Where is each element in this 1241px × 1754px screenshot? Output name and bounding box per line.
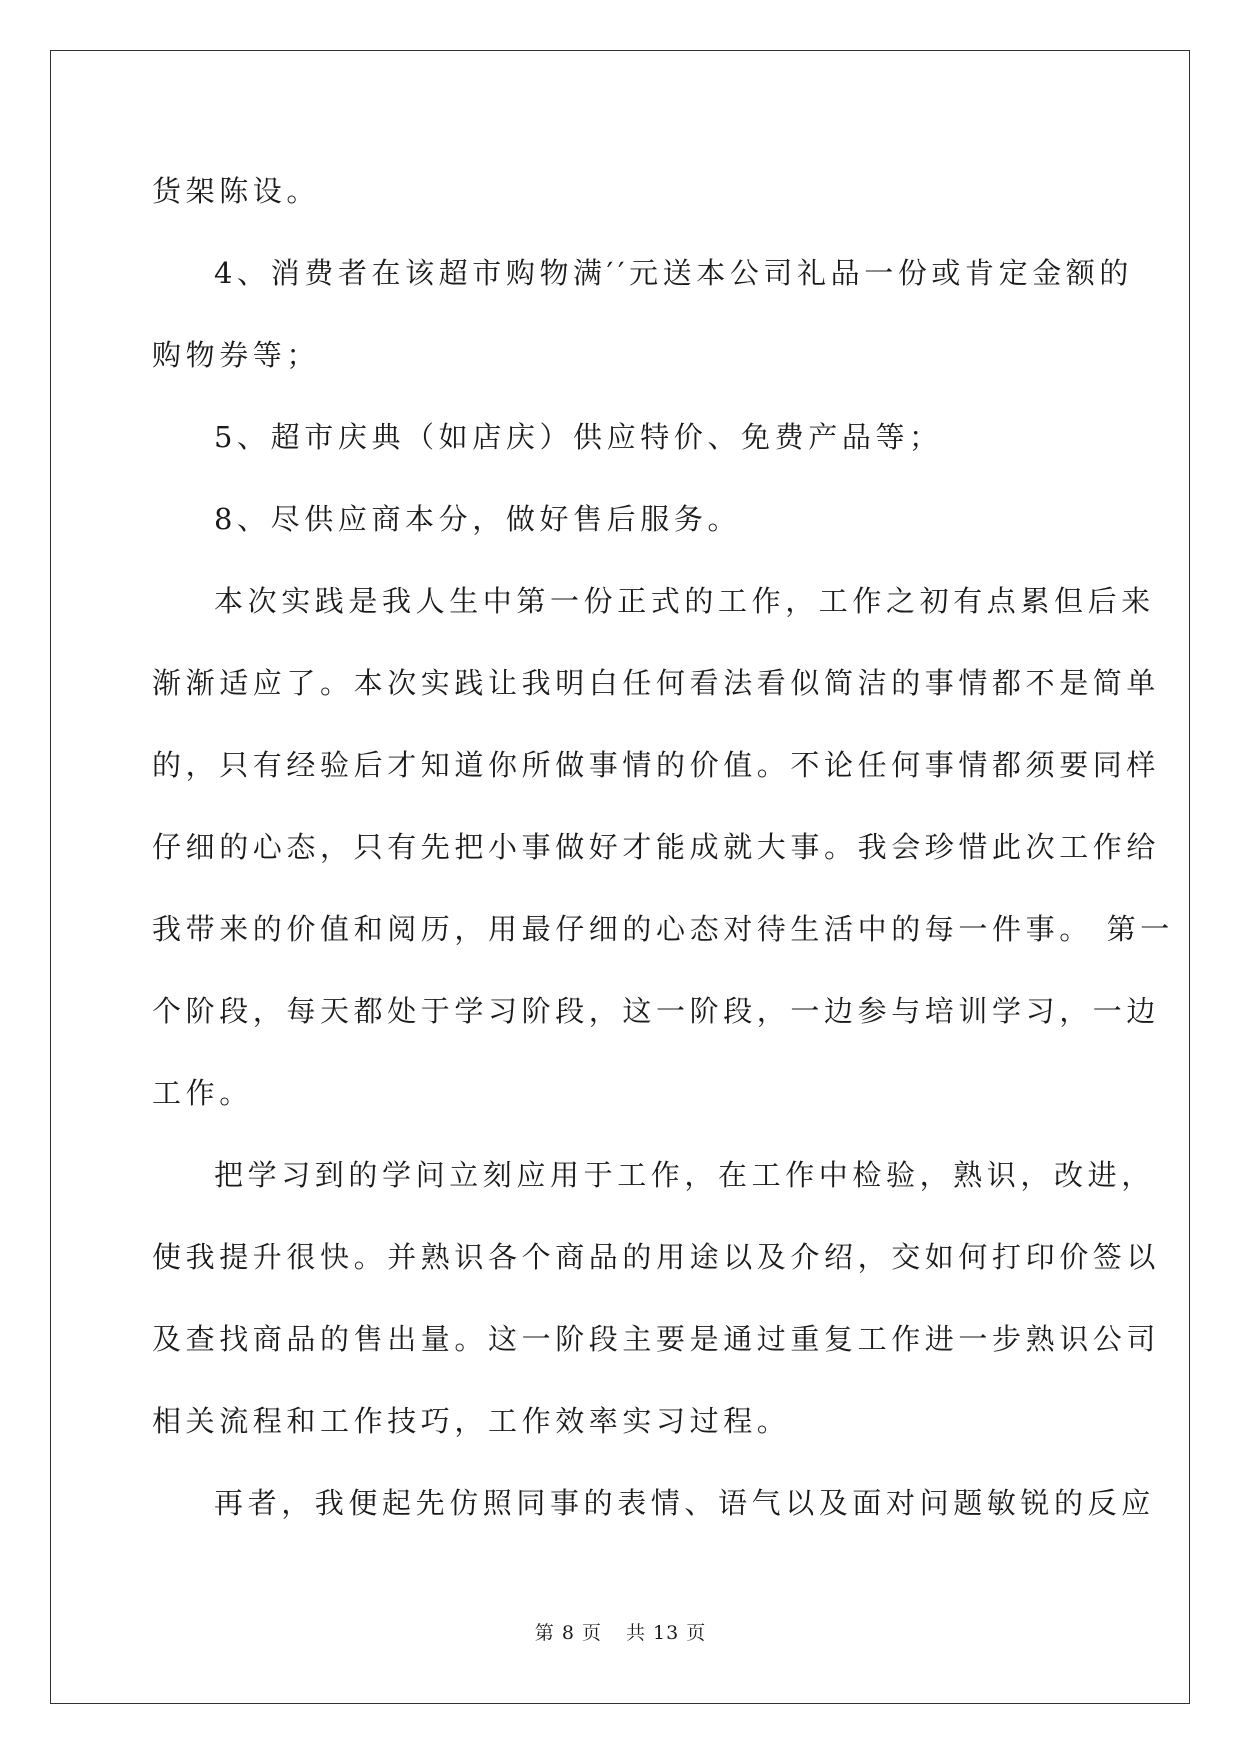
text-line: 再者，我便起先仿照同事的表情、语气以及面对问题敏锐的反应 (214, 1486, 1155, 1520)
text-line: 4、消费者在该超市购物满′′元送本公司礼品一份或肯定金额的 (214, 256, 1134, 290)
text-line: 工作。 (152, 1076, 253, 1110)
text-line: 5、超市庆典（如店庆）供应特价、免费产品等； (214, 420, 943, 454)
document-body (152, 150, 1174, 1544)
text-line: 货架陈设。 (152, 174, 321, 208)
text-line: 购物券等； (152, 338, 321, 372)
text-line: 本次实践是我人生中第一份正式的工作，工作之初有点累但后来 (214, 584, 1155, 618)
text-line: 渐渐适应了。本次实践让我明白任何看法看似简洁的事情都不是简单 (152, 666, 1161, 700)
text-line: 仔细的心态，只有先把小事做好才能成就大事。我会珍惜此次工作给 (152, 830, 1161, 864)
text-line: 及查找商品的售出量。这一阶段主要是通过重复工作进一步熟识公司 (152, 1322, 1161, 1356)
page-footer (0, 1618, 1241, 1645)
text-line: 把学习到的学问立刻应用于工作，在工作中检验，熟识，改进， (214, 1158, 1155, 1192)
page-number: 第 8 页 (534, 1622, 602, 1644)
text-line: 相关流程和工作技巧，工作效率实习过程。 (152, 1404, 791, 1438)
text-line: 我带来的价值和阅历，用最仔细的心态对待生活中的每一件事。 第一 (152, 912, 1174, 946)
text-line: 的，只有经验后才知道你所做事情的价值。不论任何事情都须要同样 (152, 748, 1161, 782)
text-line: 使我提升很快。并熟识各个商品的用途以及介绍，交如何打印价签以 (152, 1240, 1161, 1274)
text-line: 个阶段，每天都处于学习阶段，这一阶段，一边参与培训学习，一边 (152, 994, 1161, 1028)
page-total: 共 13 页 (625, 1622, 707, 1644)
text-line: 8、尽供应商本分，做好售后服务。 (214, 502, 742, 536)
